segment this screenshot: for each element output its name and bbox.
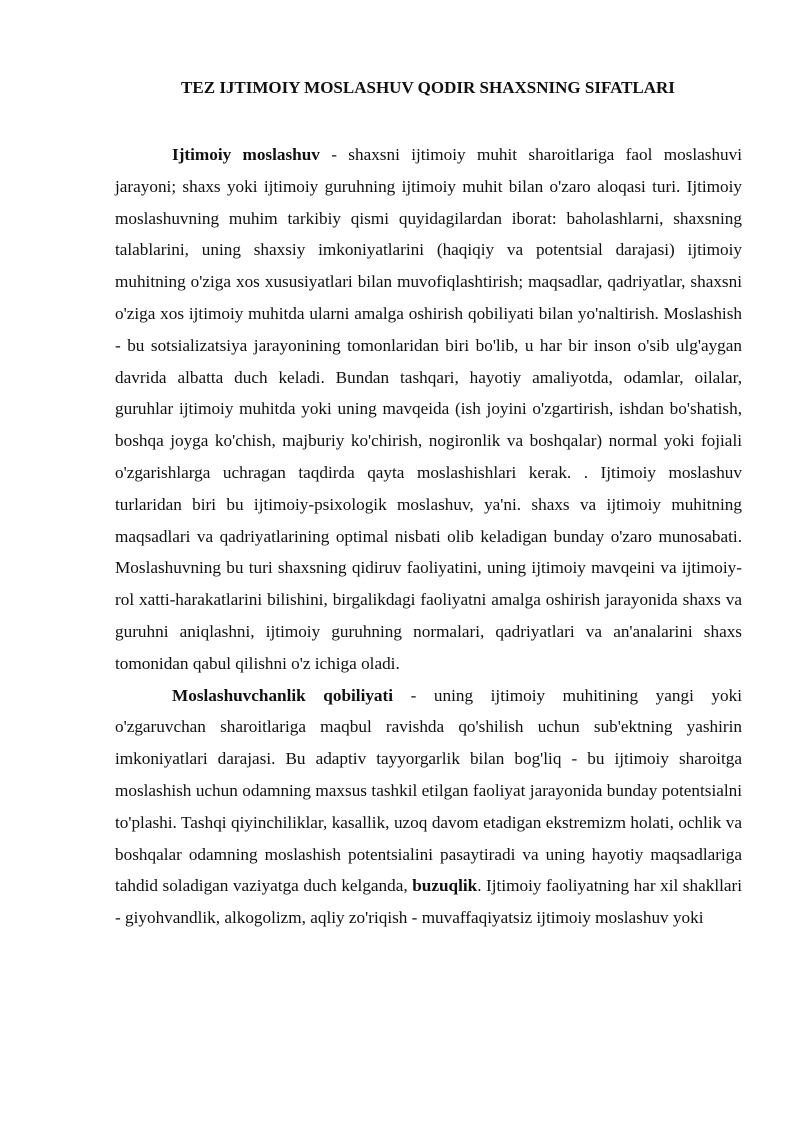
paragraph-adaptability bbox=[115, 680, 742, 934]
term-social-adaptation: Ijtimoiy moslashuv bbox=[172, 145, 320, 164]
paragraph-text: - uning ijtimoiy muhitining yangi yoki o'zgaruvchan sharoitlariga maqbul ravishda qo'shilish uchun sub'ektning yashirin imkoniyatlari darajasi. Bu adaptiv tayyorgarlik bilan bog'liq - bu ijtimoiy sharoitga moslashish uchun odamning maxsus tashkil etilgan faoliyat jarayonida bunday potentsialni to'plashi. Tashqi qiyinchiliklar, kasallik, uzoq davom etadigan ekstremizm holati, ochlik va boshqalar odamning moslashish potentsialini pasaytiradi va uning hayotiy maqsadlariga tahdid soladigan vaziyatga duch kelganda, bbox=[115, 685, 742, 896]
paragraph-text-continued: . Ijtimoiy faoliyatning har xil shakllari - giyohvandlik, alkogolizm, aqliy zo'riqish - muvaffaqiyatsiz ijtimoiy moslashuv yoki bbox=[115, 876, 742, 928]
term-adaptability: Moslashuvchanlik qobiliyati bbox=[172, 685, 394, 705]
term-deviation: buzuqlik bbox=[412, 876, 478, 896]
document-body bbox=[115, 139, 742, 934]
paragraph-text: - shaxsni ijtimoiy muhit sharoitlariga faol moslashuvi jarayoni; shaxs yoki ijtimoiy guruhning ijtimoiy muhit bilan o'zaro aloqasi turi. Ijtimoiy moslashuvning muhim tarkibiy qismi quyidagilardan iborat: baholashlarni, shaxsning talablarini, uning shaxsiy imkoniyatlarini (haqiqiy va potentsial darajasi) ijtimoiy muhitning o'ziga xos xususiyatlari bilan muvofiqlashtirish; maqsadlar, qadriyatlar, shaxsni o'ziga xos ijtimoiy muhitda ularni amalga oshirish qobiliyati bilan yo'naltirish. Moslashish - bu sotsializatsiya jarayonining tomonlaridan biri bo'lib, u har bir inson o'sib ulg'aygan davrida albatta duch keladi. Bundan tashqari, hayotiy amaliyotda, odamlar, oilalar, guruhlar ijtimoiy muhitda yoki uning mavqeida (ish joyini o'zgartirish, ishdan bo'shatish, boshqa joyga ko'chish, majburiy ko'chirish, nogironlik va boshqalar) normal yoki fojiali o'zgarishlarga uchragan taqdirda qayta moslashishlari kerak. . Ijtimoiy moslashuv turlaridan biri bu ijtimoiy-psixologik moslashuv, ya'ni. shaxs va ijtimoiy muhitning maqsadlari va qadriyatlarining optimal nisbati olib keladigan bunday o'zaro munosabati. Moslashuvning bu turi shaxsning qidiruv faoliyatini, uning ijtimoiy mavqeini va ijtimoiy-rol xatti-harakatlarini bilishini, birgalikdagi faoliyatni amalga oshirish jarayonida shaxs va guruhni aniqlashni, ijtimoiy guruhning normalari, qadriyatlari va an'analarini shaxs tomonidan qabul qilishni o'z ichiga oladi. bbox=[115, 145, 742, 673]
page-title: TEZ IJTIMOIY MOSLASHUV QODIR SHAXSNING SIFATLARI bbox=[181, 78, 675, 97]
paragraph-social-adaptation bbox=[115, 139, 742, 680]
